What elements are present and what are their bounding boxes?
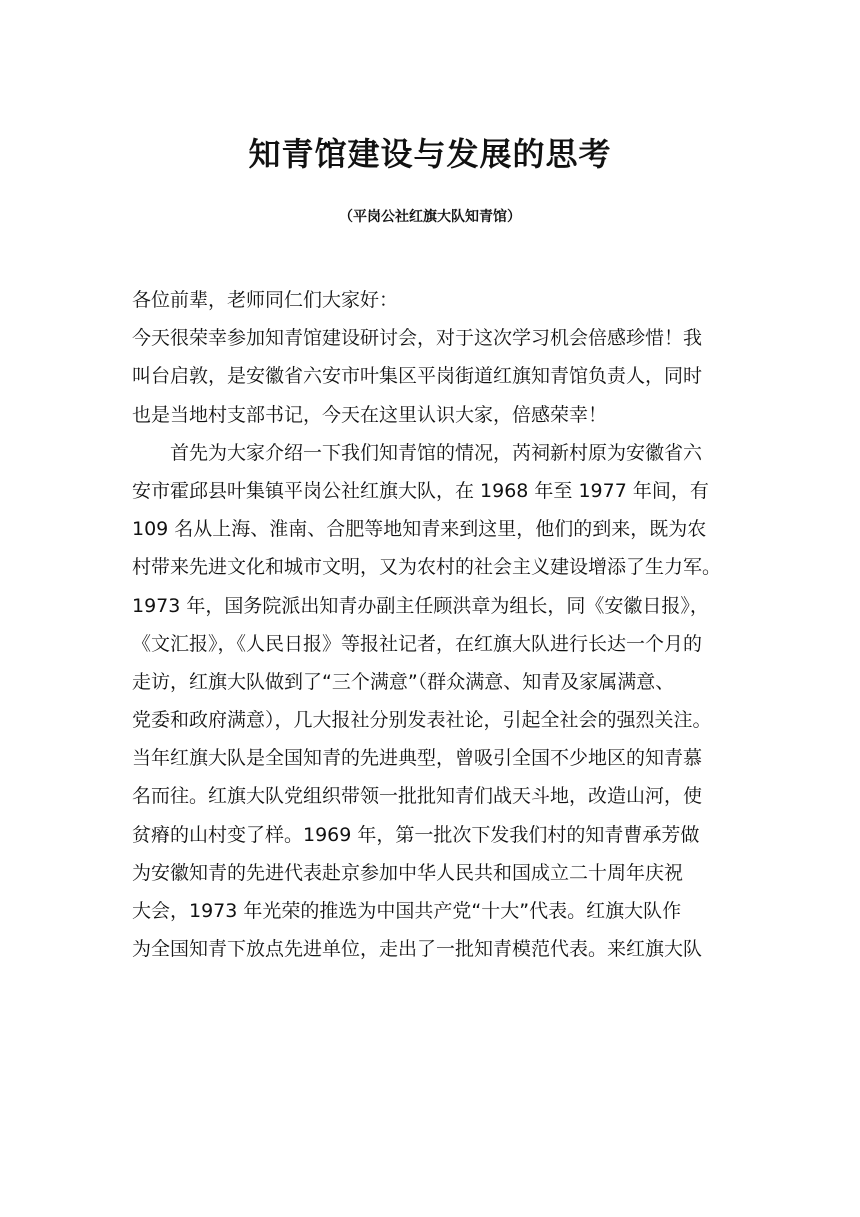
paragraph-line: 《文汇报》，《人民日报》等报社记者，在红旗大队进行长达一个月的 xyxy=(132,632,703,655)
paragraph-line: 安市霍邱县叶集镇平岗公社红旗大队，在 1968 年至 1977 年间，有 xyxy=(132,479,709,502)
paragraph-line: 也是当地村支部书记，今天在这里认识大家，倍感荣幸！ xyxy=(132,403,608,426)
paragraph-line: 走访，红旗大队做到了“三个满意”（群众满意、知青及家属满意、 xyxy=(132,670,675,693)
document-body xyxy=(132,281,742,968)
document-subtitle: （平岗公社红旗大队知青馆） xyxy=(339,209,521,225)
paragraph-line: 当年红旗大队是全国知青的先进典型，曾吸引全国不少地区的知青慕 xyxy=(132,747,703,770)
paragraph-line: 109 名从上海、淮南、合肥等地知青来到这里，他们的到来，既为农 xyxy=(132,518,707,541)
paragraph-line: 首先为大家介绍一下我们知青馆的情况，芮祠新村原为安徽省六 xyxy=(170,441,703,464)
paragraph-line: 名而往。红旗大队党组织带领一批批知青们战天斗地，改造山河，使 xyxy=(132,785,703,808)
paragraph-line: 村带来先进文化和城市文明，又为农村的社会主义建设增添了生力军。 xyxy=(132,556,722,579)
greeting-line: 各位前辈，老师同仁们大家好： xyxy=(132,289,399,311)
paragraph-line: 大会，1973 年光荣的推选为中国共产党“十大”代表。红旗大队作 xyxy=(132,900,682,922)
paragraph-line: 贫瘠的山村变了样。1969 年，第一批次下发我们村的知青曹承芳做 xyxy=(132,823,700,846)
paragraph-line: 为安徽知青的先进代表赴京参加中华人民共和国成立二十周年庆祝 xyxy=(132,861,684,884)
paragraph-line: 今天很荣幸参加知青馆建设研讨会，对于这次学习机会倍感珍惜！我 xyxy=(132,327,703,350)
document-title: 知青馆建设与发展的思考 xyxy=(248,135,612,173)
paragraph-line: 叫台启敦，是安徽省六安市叶集区平岗街道红旗知青馆负责人，同时 xyxy=(132,365,703,388)
paragraph-line: 为全国知青下放点先进单位，走出了一批知青模范代表。来红旗大队 xyxy=(132,938,703,961)
paragraph-line: 党委和政府满意），几大报社分别发表社论，引起全社会的强烈关注。 xyxy=(132,709,712,732)
paragraph-line: 1973 年，国务院派出知青办副主任顾洪章为组长，同《安徽日报》， xyxy=(132,594,709,617)
